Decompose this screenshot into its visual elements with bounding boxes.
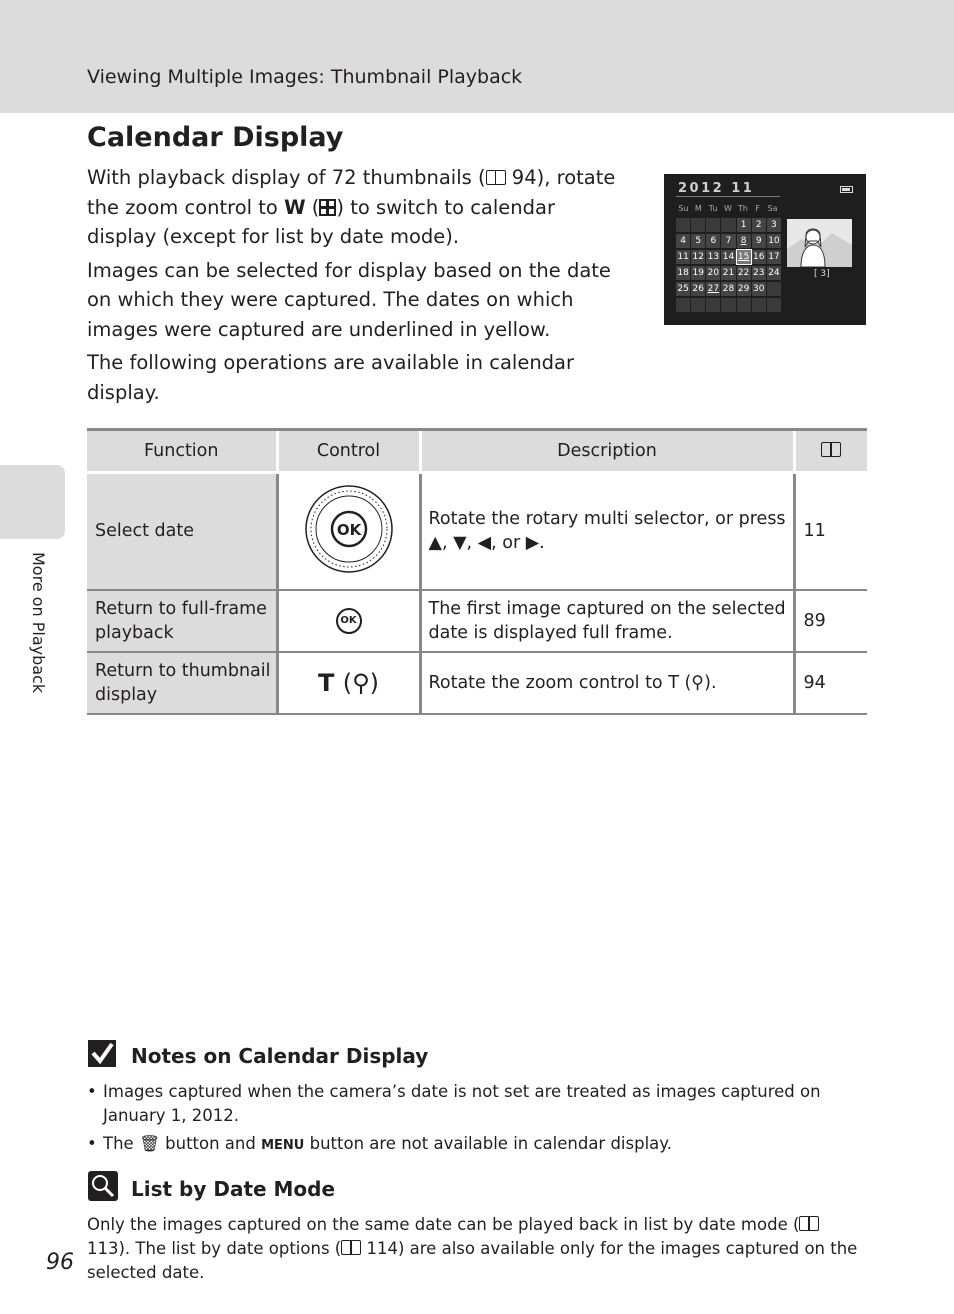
trash-icon: 🗑 (138, 1134, 160, 1153)
control-cell (277, 652, 420, 714)
calendar-day: 18 (677, 268, 689, 278)
calendar-day (691, 218, 705, 232)
table-row (87, 473, 867, 590)
zoom-t-control: T (⚲) (317, 668, 380, 697)
calendar-day: 27 (707, 284, 720, 294)
calendar-day: 30 (753, 284, 765, 294)
reference-cell: 89 (794, 590, 867, 652)
intro-paragraph-2: Images can be selected for display based on the date on which they were captured. The dates on which images were captured are underlined in yellow. (87, 258, 611, 341)
list-item: • Images captured when the camera’s date is not set are treated as images captured on January 1, 2012. (87, 1080, 862, 1128)
calendar-day (767, 298, 781, 312)
page-number: 96 (46, 1250, 74, 1275)
calendar-day: 25 (677, 284, 689, 294)
tip-icon (88, 1171, 118, 1201)
calendar-day: 7 (721, 234, 735, 248)
table-row (87, 652, 867, 714)
description-cell: The first image captured on the selected date is displayed full frame. (420, 590, 794, 652)
calendar-day: 20 (707, 268, 720, 278)
calendar-day: 22 (737, 268, 750, 278)
calendar-day (752, 298, 766, 312)
header-reference (794, 430, 867, 473)
calendar-day: 4 (676, 234, 690, 248)
calendar-day: 12 (692, 252, 704, 262)
list-mode-body: Only the images captured on the same date can be played back in list by date mode ( 113). The list by date options ( 114) are also available only for the images captured on the selected date. (87, 1215, 858, 1282)
calendar-day (737, 298, 751, 312)
section-header: Viewing Multiple Images: Thumbnail Playback (87, 66, 523, 88)
calendar-day (691, 298, 705, 312)
side-tab-label: More on Playback (29, 552, 48, 694)
intro-paragraph-3: The following operations are available in calendar display. (87, 351, 575, 404)
calendar-day (767, 282, 781, 296)
calendar-day: 26 (692, 284, 704, 294)
header-band (0, 0, 954, 113)
calendar-day (676, 218, 690, 232)
calendar-day: 29 (737, 284, 750, 294)
calendar-day: 5 (691, 234, 705, 248)
calendar-day: 10 (768, 236, 780, 246)
calendar-day (721, 298, 735, 312)
operations-table (87, 428, 867, 715)
calendar-day: 28 (722, 284, 735, 294)
menu-key: MENU (261, 1138, 305, 1153)
function-cell: Select date (87, 473, 277, 590)
calendar-day: 15 (737, 252, 750, 262)
intro-paragraph-1: With playback display of 72 thumbnails ( 94), rotate the zoom control to W ( ) to switch to calendar display (except for list by date mode). (87, 166, 616, 248)
header-function: Function (87, 430, 277, 473)
reference-cell: 11 (794, 473, 867, 590)
reference-cell: 94 (794, 652, 867, 714)
checkmark-note-icon (88, 1040, 116, 1067)
list-item: • The 🗑 button and MENU button are not available in calendar display. (87, 1132, 862, 1158)
magnify-icon: ⚲ (352, 668, 370, 697)
calendar-day: 14 (722, 252, 735, 262)
function-cell: Return to thumbnail display (87, 652, 277, 714)
book-icon (341, 1240, 361, 1255)
calendar-day: 19 (692, 268, 704, 278)
control-cell (277, 590, 420, 652)
header-control: Control (277, 430, 420, 473)
calendar-day: 21 (722, 268, 735, 278)
rotary-multi-selector-icon (304, 484, 394, 574)
weekday-label: W (724, 204, 732, 213)
calendar-day: 17 (768, 252, 780, 262)
calendar-day: 11 (677, 252, 689, 262)
zoom-w-key: W (284, 195, 306, 219)
book-icon (821, 442, 841, 457)
calendar-day: 23 (753, 268, 765, 278)
calendar-day: 8 (737, 234, 751, 248)
calendar-day (721, 218, 735, 232)
book-icon (799, 1216, 819, 1231)
calendar-grid (676, 218, 781, 312)
calendar-day: 2 (752, 218, 766, 232)
calendar-day (706, 298, 720, 312)
calendar-day (676, 298, 690, 312)
svg-text:OK: OK (336, 520, 361, 539)
magnify-icon: ⚲ (691, 672, 705, 693)
list-mode-title: List by Date Mode (131, 1177, 336, 1201)
weekday-label: Th (737, 204, 748, 213)
calendar-year-month: 2012 11 (678, 181, 755, 196)
table-row (87, 590, 867, 652)
book-icon (486, 170, 506, 185)
control-cell (277, 473, 420, 590)
notes-title: Notes on Calendar Display (131, 1044, 429, 1068)
image-count: [ 3] (814, 269, 830, 279)
weekday-row (676, 204, 780, 213)
divider (676, 196, 780, 197)
camera-calendar-screen (664, 174, 866, 325)
description-cell: Rotate the zoom control to T (⚲). (420, 652, 794, 714)
header-description: Description (420, 430, 794, 473)
table-header-row (87, 430, 867, 473)
ok-button-icon: OK (336, 608, 362, 634)
weekday-label: Sa (767, 204, 778, 213)
calendar-day: 6 (706, 234, 720, 248)
calendar-day: 24 (768, 268, 780, 278)
thumbnail-preview (787, 219, 852, 267)
page-title: Calendar Display (87, 122, 344, 153)
calendar-day: 13 (707, 252, 720, 262)
battery-icon (840, 186, 853, 193)
intro-text (87, 163, 617, 411)
function-cell: Return to full-frame playback (87, 590, 277, 652)
weekday-label: F (755, 204, 761, 213)
thumbnail-grid-icon (319, 199, 336, 216)
calendar-day: 16 (753, 252, 765, 262)
weekday-label: M (694, 204, 702, 213)
weekday-label: Su (678, 204, 689, 213)
calendar-day (706, 218, 720, 232)
notes-list (87, 1080, 862, 1162)
weekday-label: Tu (708, 204, 718, 213)
calendar-day: 3 (767, 218, 781, 232)
description-cell: Rotate the rotary multi selector, or press ▲, ▼, ◀, or ▶. (420, 473, 794, 590)
side-tab (0, 465, 65, 539)
portrait-image-icon (787, 219, 852, 267)
calendar-day: 9 (752, 234, 766, 248)
calendar-day: 1 (737, 218, 751, 232)
